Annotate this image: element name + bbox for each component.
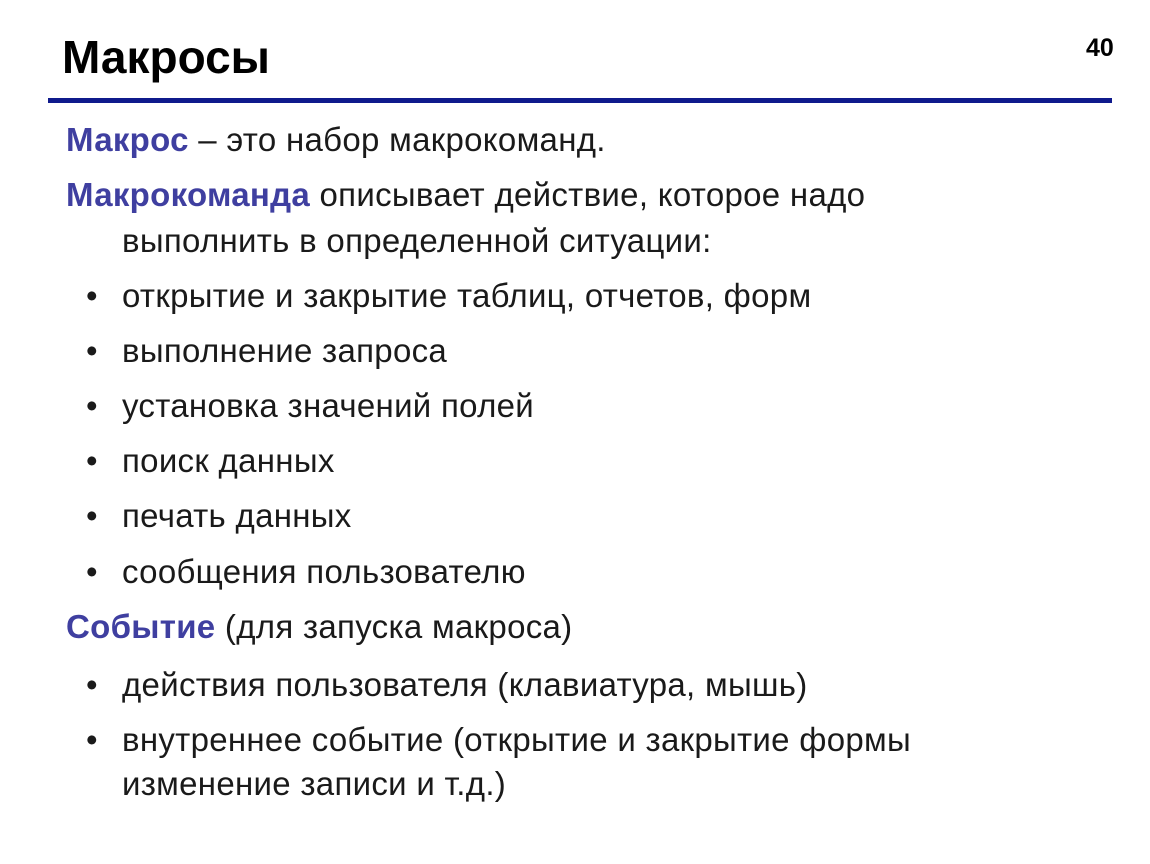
bullet-icon: •	[86, 721, 98, 758]
slide-title: Макросы	[62, 31, 270, 83]
bullet-icon: •	[86, 442, 98, 479]
list-item-continuation: изменение записи и т.д.)	[122, 765, 507, 802]
command-definition-text: описывает действие, которое надо	[310, 176, 866, 213]
list-item	[86, 550, 526, 594]
event-definition	[66, 605, 572, 649]
title-divider	[48, 98, 1112, 103]
bullet-icon: •	[86, 666, 98, 703]
list-item-text: поиск данных	[122, 442, 335, 479]
list-item-text: установка значений полей	[122, 387, 535, 424]
list-item-text: печать данных	[122, 497, 352, 534]
command-definition-continuation: выполнить в определенной ситуации:	[122, 222, 712, 259]
event-definition-text: (для запуска макроса)	[215, 608, 573, 645]
macro-definition-text: – это набор макрокоманд.	[188, 121, 606, 158]
bullet-icon: •	[86, 497, 98, 534]
bullet-icon: •	[86, 332, 98, 369]
bullet-icon: •	[86, 387, 98, 424]
list-item	[86, 494, 352, 538]
list-item	[86, 329, 448, 373]
list-item-text: внутреннее событие (открытие и закрытие формы	[122, 721, 912, 758]
event-term: Событие	[66, 608, 216, 645]
list-item	[86, 439, 335, 483]
list-item	[86, 384, 535, 428]
macro-term: Макрос	[66, 121, 189, 158]
command-term: Макрокоманда	[66, 176, 311, 213]
list-item-text: действия пользователя (клавиатура, мышь)	[122, 666, 808, 703]
list-item-text: выполнение запроса	[122, 332, 448, 369]
bullet-icon: •	[86, 277, 98, 314]
bullet-icon: •	[86, 553, 98, 590]
page-number: 40	[1086, 34, 1114, 62]
list-item-text: сообщения пользователю	[122, 553, 526, 590]
list-item	[86, 718, 912, 762]
command-definition	[66, 173, 865, 217]
list-item-text: открытие и закрытие таблиц, отчетов, форм	[122, 277, 812, 314]
macro-definition	[66, 118, 606, 162]
list-item	[86, 663, 808, 707]
list-item	[86, 274, 812, 318]
